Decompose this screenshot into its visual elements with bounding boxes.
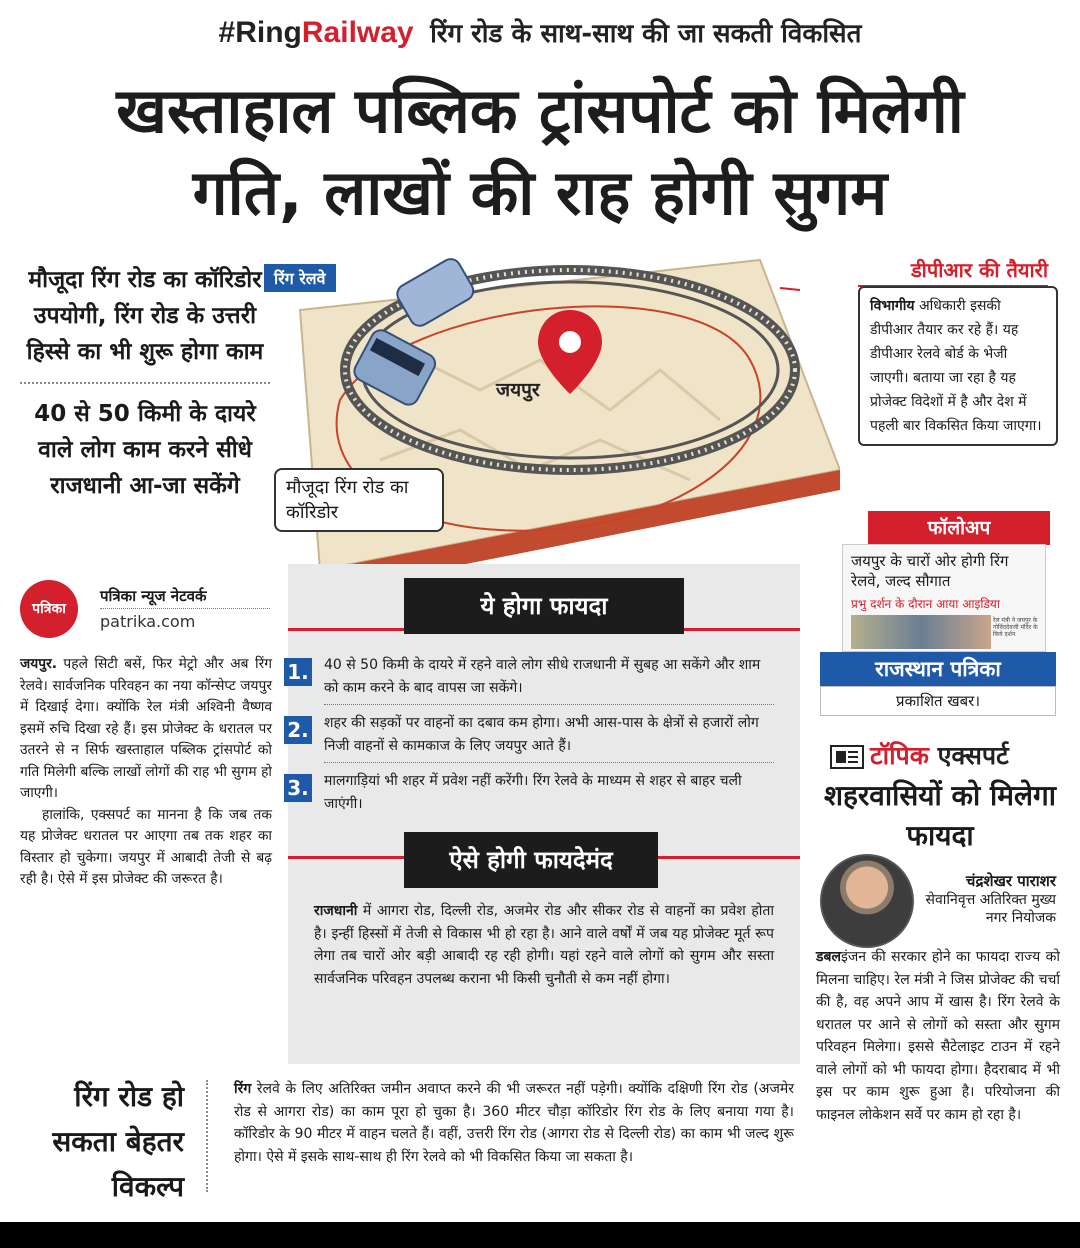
pull-quote: रिंग रोड हो सकता बेहतर विकल्प	[52, 1080, 184, 1203]
benefit-text: मालगाड़ियां भी शहर में प्रवेश नहीं करेंगी। रिंग रेलवे के माध्यम से शहर से बाहर चली जाएंगी।	[324, 773, 742, 812]
kicker-hash: #Ring	[218, 16, 302, 49]
kicker	[0, 14, 1080, 50]
benefit-number: 3.	[284, 774, 312, 802]
dpr-heading: डीपीआर की तैयारी	[858, 256, 1048, 287]
deck-1: मौजूदा रिंग रोड का कॉरिडोर उपयोगी, रिंग रोड के उत्तरी हिस्से का भी शुरू होगा काम	[26, 267, 264, 365]
expert-role: सेवानिवृत्त अतिरिक्त मुख्य नगर नियोजक	[925, 892, 1056, 926]
expert-lead: डबल	[816, 949, 841, 965]
useful-text: में आगरा रोड, दिल्ली रोड, अजमेर रोड और सीकर रोड से वाहनों का प्रवेश होता है। इन्हीं हिस्सों में तेजी से विकास भी हो रहा है। आने वाले वर्षों में जब यह प्रोजेक्ट मूर्त रूप लेगा तब चारों ओर बड़ी आबादी रह रही होगी। यहां रहने वाले लोगों को सुगम और सस्ता सार्वजनिक परिवहन उपलब्ध कराना भी किसी चुनौती से कम नहीं होगा।	[314, 903, 774, 987]
benefit-text: 40 से 50 किमी के दायरे में रहने वाले लोग सीधे राजधानी में सुबह आ सकेंगे और शाम को काम करने के बाद वापस जा सकेंगे।	[324, 657, 761, 696]
followup-heading: फॉलोअप	[868, 511, 1050, 545]
benefit-divider	[324, 704, 774, 705]
location-pin-dot	[559, 331, 581, 353]
followup-clipping	[842, 544, 1046, 652]
dpr-pointer-arrow	[780, 288, 800, 290]
useful-lead: राजधानी	[314, 903, 358, 919]
benefit-number: 1.	[284, 658, 312, 686]
footer-bar	[0, 1222, 1080, 1248]
dpr-box	[858, 286, 1058, 446]
headline-line-2: गति, लाखों की राह होगी सुगम	[192, 156, 888, 229]
dpr-text: अधिकारी इसकी डीपीआर तैयार कर रहे हैं। यह डीपीआर रेलवे बोर्ड के भेजी जाएगी। बताया जा रहा है यह प्रोजेक्ट विदेशों में है और देश में पहली बार विकसित किया जाएगा।	[870, 298, 1042, 434]
map-callout-corridor: मौजूदा रिंग रोड का कॉरिडोर	[274, 468, 444, 532]
patrika-logo: पत्रिका	[20, 580, 78, 638]
dpr-lead: विभागीय	[870, 298, 915, 314]
followup-clip-photo	[851, 615, 991, 649]
kicker-subtitle: रिंग रोड के साथ-साथ की जा सकती विकसित	[430, 19, 862, 49]
expert-text: इंजन की सरकार होने का फायदा राज्य को मिलना चाहिए। रेल मंत्री ने जिस प्रोजेक्ट की चर्चा की है, वह अपने आप में खास है। रिंग रेलवे के धरातल पर आने से लोगों को सस्ता और सुगम परिवहन मिलेगा। इससे सैटेलाइट टाउन में रहने वाले लोगों को भी फायदा होगा। हैदराबाद में भी इस पर काम शुरू हुआ है। परियोजना की फाइनल लोकेशन सर्वे पर काम हो रहा है।	[816, 949, 1060, 1123]
expert-body	[816, 946, 1060, 1126]
pull-divider	[206, 1080, 208, 1192]
bottom-lead: रिंग	[234, 1081, 252, 1097]
newspaper-icon	[830, 745, 864, 769]
useful-banner: ऐसे होगी फायदेमंद	[404, 832, 658, 888]
topic-expert-title: शहरवासियों को मिलेगा फायदा	[823, 779, 1057, 852]
benefit-divider	[324, 762, 774, 763]
topic-expert-heading	[830, 738, 1060, 772]
headline	[20, 70, 1060, 234]
map-label-ring-railway: रिंग रेलवे	[264, 264, 336, 292]
left-decks	[20, 262, 270, 504]
dateline: जयपुर.	[20, 656, 57, 672]
followup-clip-caption: रेल मंत्री ने जयपुर के गोविंददेवजी मंदिर के किये दर्शन	[993, 617, 1038, 638]
topic-label: टॉपिक	[870, 741, 929, 770]
headline-line-1: खस्ताहाल पब्लिक ट्रांसपोर्ट को मिलेगी	[116, 74, 964, 147]
body-left-p2: हालांकि, एक्सपर्ट का मानना है कि जब तक यह प्रोजेक्ट धरातल पर आएगा तब तक शहर का विस्तार हो चुकेगा। जयपुर में आबादी तेजी से बढ़ रही है। ऐसे में इस प्रोजेक्ट की जरूरत है।	[20, 806, 272, 887]
bottom-text: रेलवे के लिए अतिरिक्त जमीन अवाप्त करने की भी जरूरत नहीं पड़ेगी। क्योंकि दक्षिणी रिंग रोड (अजमेर रोड से आगरा रोड) का काम पूरा हो चुका है। 360 मीटर चौड़ा कॉरिडोर रिंग रोड के लिए बनाया गया है। कॉरिडोर के 90 मीटर में वाहन चलते हैं। वहीं, उत्तरी रिंग रोड (आगरा रोड से दिल्ली रोड) का काम भी जल्द शुरू होगा। ऐसे में इसके साथ-साथ ही रिंग रेलवे को भी विकसित किया जा सकता है।	[234, 1081, 794, 1165]
kicker-railway: Railway	[301, 16, 414, 49]
followup-caption: प्रकाशित खबर।	[820, 686, 1056, 716]
map-label-city: जयपुर	[496, 379, 540, 401]
expert-photo	[820, 854, 914, 948]
followup-clip-headline: जयपुर के चारों ओर होगी रिंग रेलवे, जल्द सौगात	[851, 552, 1009, 590]
expert-name: चंद्रशेखर पाराशर	[965, 872, 1056, 890]
ring-railway-map-illustration	[280, 240, 840, 610]
useful-body	[314, 900, 774, 990]
deck-2: 40 से 50 किमी के दायरे वाले लोग काम करने सीधे राजधानी आ-जा सकेंगे	[34, 401, 256, 499]
expert-credit	[916, 872, 1056, 927]
byline-url[interactable]: patrika.com	[100, 612, 196, 631]
benefit-text: शहर की सड़कों पर वाहनों का दबाव कम होगा। अभी आस-पास के क्षेत्रों से हजारों लोग निजी वाहनों से कामकाज के लिए जयपुर आते हैं।	[324, 715, 759, 754]
byline-divider	[100, 608, 270, 609]
body-left	[20, 654, 272, 891]
benefits-banner: ये होगा फायदा	[404, 578, 684, 634]
byline-network: पत्रिका न्यूज नेटवर्क	[100, 587, 207, 605]
newspaper-masthead: राजस्थान पत्रिका	[820, 652, 1056, 686]
benefit-number: 2.	[284, 716, 312, 744]
expert-label: एक्सपर्ट	[937, 741, 1009, 770]
byline	[20, 580, 270, 638]
body-left-p1-text: पहले सिटी बसें, फिर मेट्रो और अब रिंग रेलवे। सार्वजनिक परिवहन का नया कॉन्सेप्ट जयपुर में दिखाई देगा। क्योंकि रेल मंत्री अश्विनी वैष्णव इसमें रुचि दिखा रहे हैं। इस प्रोजेक्ट के धरातल पर उतरने से न सिर्फ खस्ताहाल पब्लिक ट्रांसपोर्ट को गति मिलेगी बल्कि लाखों लोगों की राह भी सुगम हो जाएगी।	[20, 656, 272, 801]
deck-divider	[20, 382, 270, 384]
body-left-p1	[20, 654, 272, 805]
followup-clip-subhead: प्रभु दर्शन के दौरान आया आइडिया	[851, 597, 1000, 611]
bottom-body	[234, 1078, 794, 1168]
